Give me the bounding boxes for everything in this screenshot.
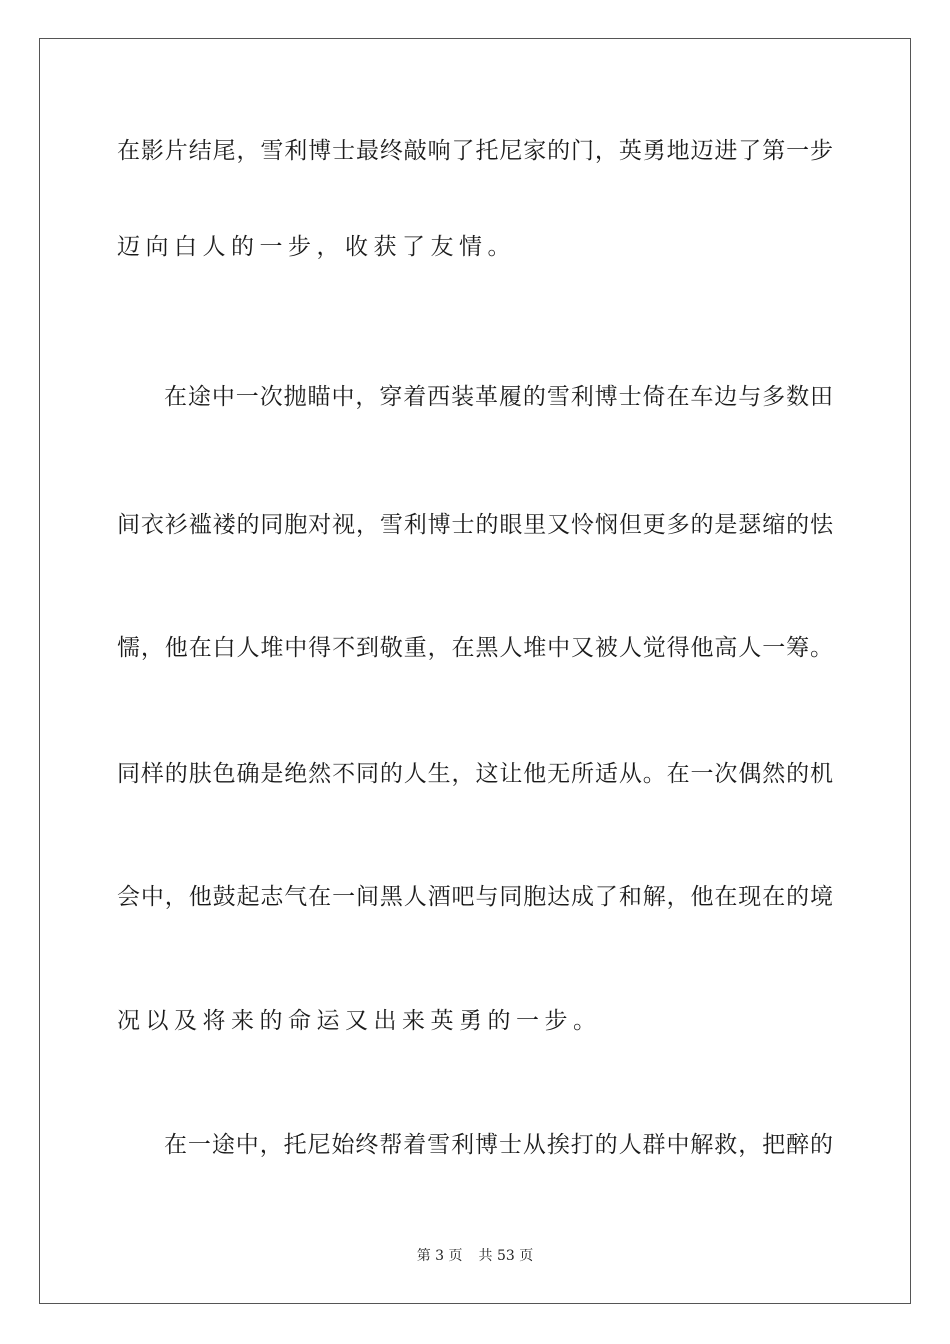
- body-text-line: 懦，他在白人堆中得不到敬重，在黑人堆中又被人觉得他高人一筹。: [117, 635, 833, 661]
- page-number: 第 3 页: [416, 1248, 463, 1264]
- body-text-line: 同样的肤色确是绝然不同的人生，这让他无所适从。在一次偶然的机: [117, 761, 833, 787]
- body-text-line: 况以及将来的命运又出来英勇的一步。: [117, 1008, 602, 1034]
- paragraph-start-line: 在一途中，托尼始终帮着雪利博士从挨打的人群中解救，把醉的: [164, 1132, 833, 1158]
- body-text-line: 在影片结尾，雪利博士最终敲响了托尼家的门，英勇地迈进了第一步: [117, 138, 833, 164]
- paragraph-start-line: 在途中一次抛瞄中，穿着西装革履的雪利博士倚在车边与多数田: [164, 384, 833, 410]
- page-footer: [0, 1247, 950, 1265]
- body-text-line: 间衣衫褴褛的同胞对视，雪利博士的眼里又怜悯但更多的是瑟缩的怯: [117, 512, 833, 538]
- page-border: [39, 38, 911, 1304]
- total-pages: 共 53 页: [478, 1248, 534, 1264]
- body-text-line: 会中，他鼓起志气在一间黑人酒吧与同胞达成了和解，他在现在的境: [117, 884, 833, 910]
- body-text-line: 迈向白人的一步，收获了友情。: [117, 234, 516, 260]
